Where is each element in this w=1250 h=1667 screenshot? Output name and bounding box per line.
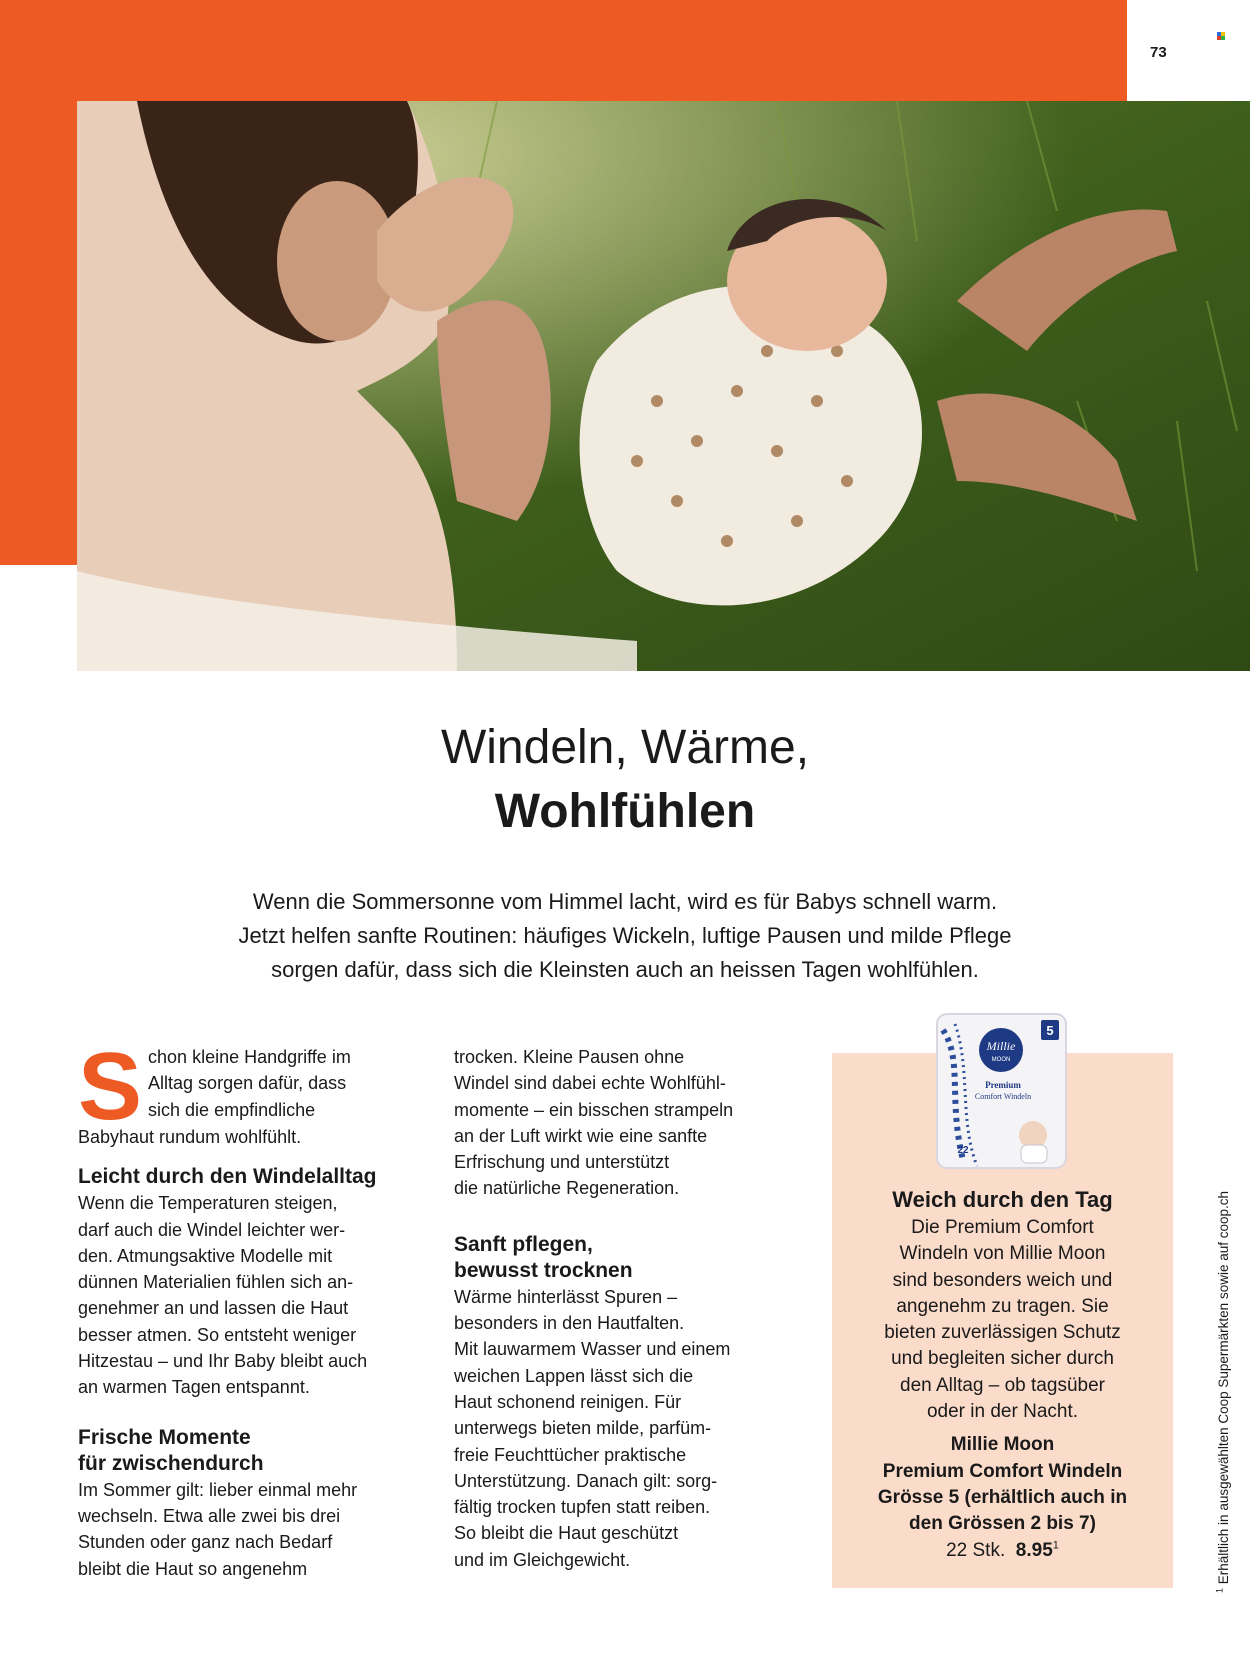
promo-line: den Alltag – ob tagsüber [900, 1374, 1105, 1396]
body-line: Unterstützung. Danach gilt: sorg- [454, 1470, 718, 1491]
product-name-line: Premium Comfort Windeln [882, 1460, 1123, 1482]
body-line: an warmen Tagen entspannt. [78, 1377, 310, 1398]
body-line: besser atmen. So entsteht weniger [78, 1324, 357, 1345]
promo-line: oder in der Nacht. [926, 1401, 1079, 1423]
price-line [832, 1538, 1173, 1564]
body-line: bleibt die Haut so angenehm [78, 1558, 308, 1579]
body-line: Im Sommer gilt: lieber einmal mehr [78, 1479, 358, 1500]
body-line: genehmer an und lassen die Haut [78, 1298, 349, 1319]
package-brand-sub: MOON [991, 1057, 1011, 1063]
color-mark-icon [1217, 32, 1229, 42]
package-brand: Millie [986, 1039, 1016, 1053]
section-heading-frische-momente-2: für zwischendurch [78, 1451, 264, 1475]
intro-line-1: Wenn die Sommersonne vom Himmel lacht, wird es für Babys schnell warm. [252, 889, 998, 914]
body-line: Wenn die Temperaturen steigen, [78, 1193, 338, 1214]
hero-photo-mother-baby [77, 101, 1250, 671]
section-heading-frische-momente: Frische Momente [78, 1425, 251, 1449]
footnote-vertical [1216, 1123, 1234, 1593]
body-line: Mit lauwarmem Wasser und einem [454, 1339, 731, 1360]
body-line: Wärme hinterlässt Spuren – [454, 1286, 678, 1307]
body-line: So bleibt die Haut geschützt [454, 1523, 679, 1544]
diaper-package-image [933, 1010, 1070, 1172]
body-line: die natürliche Regeneration. [454, 1178, 680, 1199]
body-line: Erfrischung und unterstützt [454, 1152, 670, 1173]
lead-line: chon kleine Handgriffe im [148, 1047, 351, 1067]
promo-line: und begleiten sicher durch [891, 1348, 1114, 1370]
section-heading-sanft-pflegen-2: bewusst trocknen [454, 1258, 633, 1282]
body-line: wechseln. Etwa alle zwei bis drei [78, 1505, 341, 1526]
package-count: 22 [957, 1145, 969, 1156]
body-line: an der Luft wirkt wie eine sanfte [454, 1125, 708, 1146]
body-line: unterwegs bieten milde, parfüm- [454, 1418, 712, 1439]
section-heading-windelalltag: Leicht durch den Windelalltag [78, 1165, 377, 1189]
page-number: 73 [1150, 44, 1167, 61]
body-line: Windel sind dabei echte Wohlfühl- [454, 1073, 726, 1094]
body-line: Stunden oder ganz nach Bedarf [78, 1532, 333, 1553]
promo-line: sind besonders weich und [892, 1269, 1113, 1291]
body-line: den. Atmungsaktive Modelle mit [78, 1245, 333, 1266]
intro-line-2: Jetzt helfen sanfte Routinen: häufiges Wickeln, luftige Pausen und milde Pflege [238, 923, 1012, 948]
promo-line: bieten zuverlässigen Schutz [884, 1322, 1121, 1344]
lead-line: Alltag sorgen dafür, dass [148, 1073, 347, 1094]
drop-cap: S [78, 1044, 143, 1124]
promo-line: Windeln von Millie Moon [899, 1243, 1106, 1265]
body-line: besonders in den Hautfalten. [454, 1313, 685, 1334]
body-line: Hitzestau – und Ihr Baby bleibt auch [78, 1351, 368, 1372]
lead-line: Babyhaut rundum wohlfühlt. [78, 1127, 302, 1147]
article-column-middle [454, 1044, 794, 1573]
footnote-text: Erhältlich in ausgewählten Coop Supermärkten sowie auf coop.ch [1216, 1190, 1231, 1585]
headline-line-2: Wohlfühlen [494, 785, 756, 838]
intro-line-3: sorgen dafür, dass sich die Kleinsten auch an heissen Tagen wohlfühlen. [271, 957, 979, 982]
article-column-left [78, 1044, 428, 1582]
package-label-2: Comfort Windeln [974, 1092, 1032, 1101]
body-line: weichen Lappen lässt sich die [454, 1365, 694, 1386]
package-label: Premium [985, 1080, 1021, 1090]
body-line: dünnen Materialien fühlen sich an- [78, 1272, 354, 1293]
quantity: 22 Stk. [946, 1539, 1006, 1561]
price-footnote-marker: 1 [1052, 1539, 1059, 1552]
product-name-line: Grösse 5 (erhältlich auch in [877, 1486, 1128, 1508]
promo-title: Weich durch den Tag [892, 1187, 1113, 1212]
headline-line-1: Windeln, Wärme, [440, 721, 810, 774]
section-heading-sanft-pflegen: Sanft pflegen, [454, 1232, 593, 1256]
package-size: 5 [1046, 1023, 1054, 1038]
body-line: fältig trocken tupfen statt reiben. [454, 1497, 711, 1518]
footnote-marker: 1 [1214, 1587, 1225, 1593]
product-name-line: den Grössen 2 bis 7) [909, 1513, 1096, 1535]
promo-text-block [832, 1185, 1173, 1564]
body-line: und im Gleichgewicht. [454, 1549, 631, 1570]
body-line: Haut schonend reinigen. Für [454, 1391, 682, 1412]
lead-line: sich die empfindliche [148, 1099, 316, 1120]
product-name-line: Millie Moon [950, 1434, 1055, 1456]
body-line: freie Feuchttücher praktische [454, 1444, 687, 1465]
body-line: momente – ein bisschen strampeln [454, 1099, 734, 1120]
price: 8.95 [1015, 1539, 1053, 1561]
body-line: trocken. Kleine Pausen ohne [454, 1047, 685, 1067]
promo-line: angenehm zu tragen. Sie [896, 1295, 1109, 1317]
body-line: darf auch die Windel leichter wer- [78, 1219, 346, 1240]
promo-line: Die Premium Comfort [911, 1217, 1094, 1238]
